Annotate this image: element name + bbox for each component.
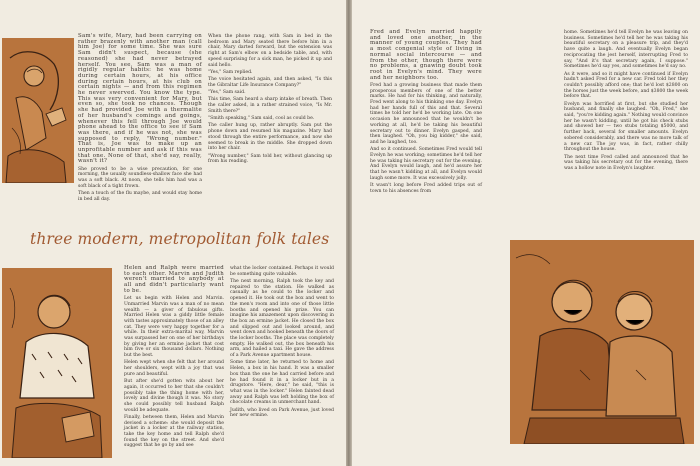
paragraph: The next morning, Ralph took the key and repaired to the station. He walked as casually as he could to the locker and opened it. He took out the box and went to the men's room and into one of those little booths and opened his prize. You can imagine his amazement upon discovering in the box an ermine jacket. He closed the box and slipped out and looked around, and went down and hooked beneath the doors of the locker booths. The place was completely empty. He walked out, the box beneath his arm, and hailed a taxi. He gave the address of a Park Avenue apartment house. [230,279,334,359]
paragraph: As it were, and so it might have continued if Evelyn hadn't asked Fred for a new car. Fred told her they couldn't possibly afford one; that he'd lost $2800 on the horses just the week before, and $3800 the week before that. [564,71,688,100]
left-column-1 [78,34,202,204]
paragraph: Helen and Ralph were married to each other. Marvin and Judith weren't married to anybody at all and didn't particularly want to be. [124,265,224,294]
left-column-4 [230,266,334,421]
paragraph: Let us begin with Helen and Marvin. Unmarried Marvin was a man of no mean wealth — a giver of fabulous gifts. Married Helen was a giddy little female with tastes approximately those of an alley cat. They were very happy together for a while. In their extra-marital way, Marvin was surpassed her on one of her birthdays by giving her an ermine jacket that cost him five or six thousand dollars. Nothing but the best. [124,296,224,359]
paragraph: what the locker contained. Perhaps it would be something quite valuable. [230,266,334,277]
paragraph: The caller hung up, rather abruptly. Sam put the phone down and resumed his magazine. Mary had stood through the entire performance, and now she seemed to break in the middle. She dropped down into her chair. [208,123,332,152]
right-column-1 [370,30,482,196]
paragraph: It wasn't long before Fred added trips out of town to his absences from [370,183,482,194]
illustration-couple-laughing [510,240,694,444]
paragraph: She proved to be a wise precaution, for one morning, the usually soundless-shallow face she had was a soft black. At noon, she tells him had was a soft black of a tight frown. [78,166,202,189]
paragraph: Fred and Evelyn married happily and loved one another, in the manner of young couples. They had a most congenial style of living in normal social intercourse — and from the other, though there were no problems, a gnawing doubt took root in Evelyn's mind. They were and her neighbors too. [370,29,482,81]
tagline: three modern, metropolitan folk tales [30,230,330,248]
paragraph: Fred had a growing business that made them prosperous members of one of the better marks. He had for his thinking, and naturally, Fred went along to his thinking one day. Evelyn had her hands full of this and that. Several times he told her he'd be working late. On one occasion he announced that he wouldn't be working at all, he'd be taking his beautiful secretary out to dinner. Evelyn gasped, and then laughed. "Oh, you big kidder," she said, and he laughed, too. [370,82,482,145]
paragraph: Judith, who lived on Park Avenue, just loved her new ermine. [230,407,334,419]
paragraph: And so it continued. Sometimes Fred would tell Evelyn he was working; sometimes he'd tell her he was taking his secretary out for the evening. And Evelyn would laugh, and he'd assure her that he wasn't kidding at all, and Evelyn would laugh some more. It was excessively jolly. [370,147,482,181]
paragraph: "Smith speaking," Sam said, cool as could be. [208,116,315,122]
paragraph: "Yes," Sam said. [208,90,246,96]
paragraph: The voice hesitated again, and then asked, "Is this the Gibraltar Life Insurance Company?" [208,77,332,88]
paragraph: But after she'd gotten wits about her again, it occurred to her that she couldn't possibly take the thing home with her, lovely and divine though it was. No story she could possibly tell husband Ralph would be adequate. [124,379,224,413]
right-page [352,0,700,466]
paragraph: The next time Fred called and announced that he was taking his secretary out for the evening, there was a hollow note in Evelyn's laughter. [564,154,688,171]
illustration-couple-phone [2,38,74,183]
right-column-2 [564,30,688,173]
paragraph: Finally, between them, Helen and Marvin devised a scheme: she would deposit the jacket in a locker at the railway station, take the key home and tell Ralph she'd found the key on the street. And she'd suggest that he go by and see [124,414,224,449]
paragraph: Evelyn was horrified at first, but she studied her husband, and finally she laughed. "Oh, Fred," she said, "you're kidding again." Nothing would convince her he wasn't kidding, until he got his check stubs and showed her — two stubs totaling $5000, and further back, several for smaller amounts. Evelyn sobered considerably, and there was no more talk of a new car. The joy was, in fact, rather chilly throughout the house. [564,101,688,153]
paragraph: "Wrong number," Sam told her, without glancing up from his reading. [208,153,332,165]
paragraph: Sam's wife, Mary, had been carrying on rather brazenly with another man (call him Joe) for some time. She was sure Sam didn't suspect, because (she reasoned) she had never betrayed herself. You see, Sam was a man of rigidly regular habits: he was home during certain hours, at his office during certain hours, at his club on certain nights — and from this regimen he never swerved. You know the type. This was very convenient for Mary, but even so, she took no chances. Though she had provided Joe with a thermalite of her husband's comings and goings, whenever this fell through Joe would phone ahead to the office to see if Sam was there, and if he was not, she was supposed to reply, "Wrong number." That is, Joe was to make up an unprofitable number and ask if this was that one. None of that, she'd say, really, wasn't it? [78,33,202,165]
left-column-3 [124,266,224,451]
paragraph: Then a touch of the flu maybe, and would stay home in bed all day. [78,191,202,202]
illustration-ermine-jacket [2,268,112,458]
paragraph: This time, Sam heard a sharp intake of breath. Then the caller asked, in a rather strained voice, "Is Mr. Smith there?" [208,97,332,114]
paragraph: Helen wept when she felt that her around her shoulders, wept with a joy that was pure and beautiful. [124,360,224,377]
left-page [0,0,346,466]
paragraph: "Yes," Sam replied. [208,69,253,75]
paragraph: When the phone rang, with Sam in bed in the bedroom and Mary seated there before him in a chair, Mary darted forward, but the extension was right at Sam's elbow on a bedside table, and, with speed surprising for a sick man, he picked it up and said hello. [208,34,332,68]
paragraph: Some time later, he returned to home and Helen, a box in his hand. It was a smaller box than the one he had carried before and he had found it in a locker but in a drugstore. "Here, dear," he said, "this is what was in the locker." Helen fainted dead away and Ralph was left holding the box of chocolate creams in unmerchant hand. [230,360,334,406]
paragraph: home. Sometimes he'd tell Evelyn he was leaving on business. Sometimes he'd tell her he was taking his beautiful secretary on a pleasure trip, and they'd have quite a laugh. And eventually Evelyn began reciprocating the jest herself, interrupting Fred to say, "And it's that secretary again, I suppose." Sometimes he'd say yes, and sometimes he'd say no. [564,30,688,70]
left-column-2 [208,34,332,167]
